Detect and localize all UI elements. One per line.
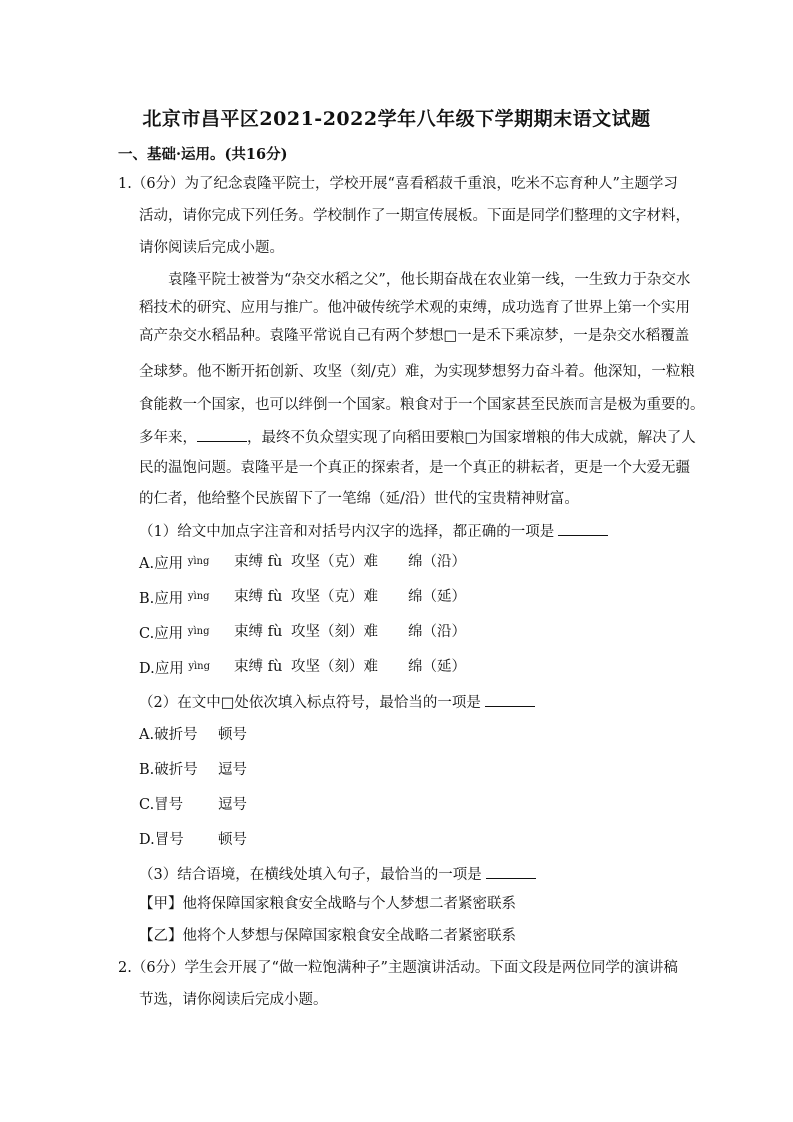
sub2-option-a-label: A.破折号	[139, 727, 198, 743]
q2-intro-line-2: 节选，请你阅读后完成小题。	[139, 992, 328, 1008]
option-pinyin: yìng	[188, 661, 211, 672]
q1-intro-line-2: 活动，请你完成下列任务。学校制作了一期宣传展板。下面是同学们整理的文字材料，	[139, 208, 690, 224]
fill-blank	[197, 427, 247, 442]
sub2-option-a-c2: 顿号	[218, 727, 247, 743]
option-pinyin: yìng	[187, 556, 210, 567]
option-label: B.应用	[139, 591, 184, 607]
answer-blank	[558, 521, 608, 536]
option-label: C.应用	[139, 626, 184, 642]
sub1-option-b-label	[139, 587, 210, 609]
passage-line-4: 全球梦。他不断开拓创新、攻坚（刻/克）难，为实现梦想努力奋斗着。他深知，一粒粮	[139, 364, 695, 380]
sub2-option-c-label: C.冒号	[139, 797, 184, 813]
sub1-option-d-c3: 攻坚（刻）难	[291, 659, 378, 675]
q1-intro-line-3: 请你阅读后完成小题。	[139, 240, 284, 256]
option-pinyin: yìng	[187, 626, 210, 637]
sub2-option-b-c2: 逗号	[218, 762, 247, 778]
section-heading: 一、基础·运用。(共16分)	[118, 146, 288, 163]
sub2-option-d-c2: 顿号	[218, 832, 247, 848]
sub1-option-d-c2: 束缚 fù	[234, 659, 283, 675]
sub3-prompt	[139, 864, 536, 885]
passage-line-2: 稻技术的研究、应用与推广。他冲破传统学术观的束缚，成功选育了世界上第一个实用	[139, 300, 690, 316]
sub2-option-c-c2: 逗号	[218, 797, 247, 813]
sub1-option-d-c4: 绵（延）	[408, 659, 466, 675]
passage-line-6-end: ，最终不负众望实现了向稻田要粮□为国家增粮的伟大成就，解决了人	[247, 430, 696, 446]
sub3-prompt-text: （3）结合语境，在横线处填入句子，最恰当的一项是	[139, 867, 482, 883]
sub1-prompt	[139, 521, 608, 542]
sub3-option-yi: 【乙】他将个人梦想与保障国家粮食安全战略二者紧密联系	[139, 928, 516, 944]
sub1-option-b-c4: 绵（延）	[408, 589, 466, 605]
answer-blank	[486, 864, 536, 879]
sub1-option-a-c3: 攻坚（克）难	[291, 554, 378, 570]
sub2-option-d-label: D.冒号	[139, 832, 184, 848]
sub1-option-c-label	[139, 622, 210, 644]
passage-line-1: 袁隆平院士被誉为“杂交水稻之父”，他长期奋战在农业第一线，一生致力于杂交水	[168, 272, 691, 288]
sub3-option-jia: 【甲】他将保障国家粮食安全战略与个人梦想二者紧密联系	[139, 896, 516, 912]
sub2-prompt	[139, 692, 535, 713]
sub2-prompt-text: （2）在文中□处依次填入标点符号，最恰当的一项是	[139, 695, 481, 711]
passage-line-8: 的仁者，他给整个民族留下了一笔绵（延/沿）世代的宝贵精神财富。	[139, 491, 579, 507]
sub1-prompt-text: （1）给文中加点字注音和对括号内汉字的选择，都正确的一项是	[139, 524, 555, 540]
q1-intro-line-1: 1.（6分）为了纪念袁隆平院士，学校开展“喜看稻菽千重浪，吃米不忘育种人”主题学习	[118, 176, 678, 192]
page-title: 北京市昌平区2021-2022学年八年级下学期期末语文试题	[142, 108, 651, 130]
sub1-option-c-c2: 束缚 fù	[234, 624, 283, 640]
passage-line-7: 民的温饱问题。袁隆平是一个真正的探索者，是一个真正的耕耘者，更是一个大爱无疆	[139, 460, 690, 476]
sub1-option-b-c2: 束缚 fù	[234, 589, 283, 605]
passage-line-6	[139, 427, 696, 448]
sub1-option-d-label	[139, 657, 210, 679]
sub2-option-b-label: B.破折号	[139, 762, 198, 778]
option-pinyin: yìng	[187, 591, 210, 602]
option-label: D.应用	[139, 661, 184, 677]
answer-blank	[485, 692, 535, 707]
passage-line-3: 高产杂交水稻品种。袁隆平常说自己有两个梦想□一是禾下乘凉梦，一是杂交水稻覆盖	[139, 328, 690, 344]
option-label: A.应用	[139, 556, 184, 572]
passage-line-5: 食能救一个国家，也可以绊倒一个国家。粮食对于一个国家甚至民族而言是极为重要的。	[139, 397, 705, 413]
q2-intro-line-1: 2.（6分）学生会开展了“做一粒饱满种子”主题演讲活动。下面文段是两位同学的演讲稿	[118, 960, 678, 976]
sub1-option-a-c4: 绵（沿）	[408, 554, 466, 570]
passage-line-6-start: 多年来，	[139, 430, 197, 446]
sub1-option-b-c3: 攻坚（克）难	[291, 589, 378, 605]
sub1-option-c-c4: 绵（沿）	[408, 624, 466, 640]
sub1-option-a-c2: 束缚 fù	[234, 554, 283, 570]
sub1-option-c-c3: 攻坚（刻）难	[291, 624, 378, 640]
sub1-option-a-label	[139, 552, 209, 574]
